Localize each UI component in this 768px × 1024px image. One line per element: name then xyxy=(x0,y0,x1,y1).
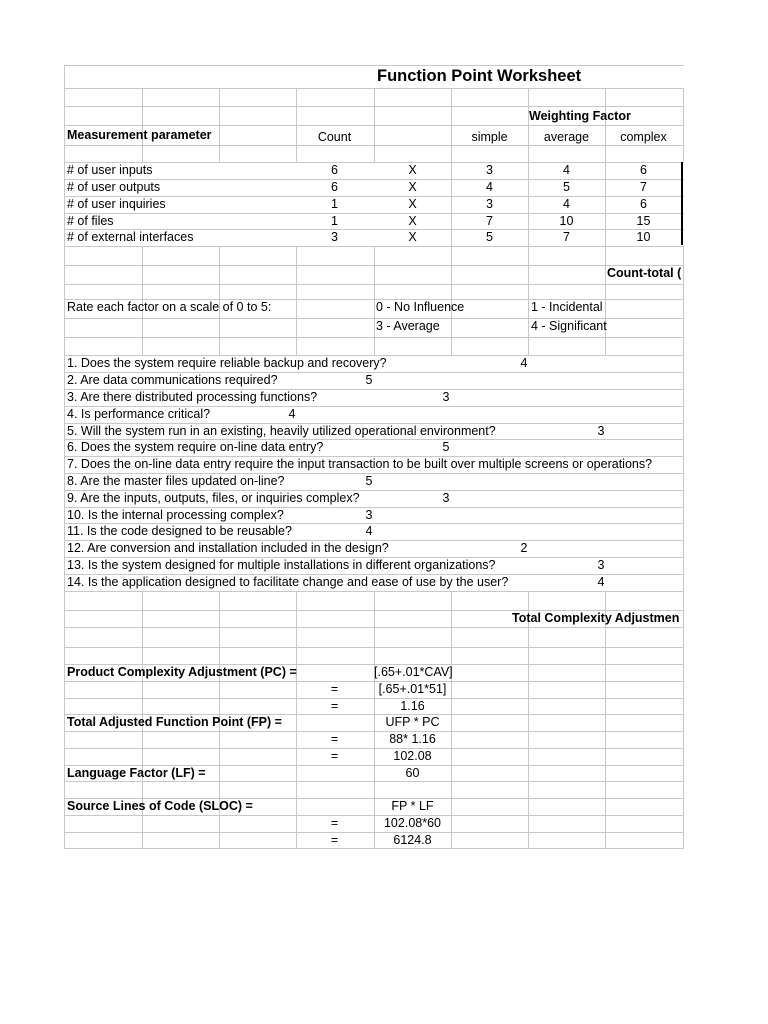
question-text: 6. Does the system require on-line data entry? xyxy=(67,440,324,454)
count-total-label: Count-total ( xyxy=(607,266,682,280)
question-text: 11. Is the code designed to be reusable? xyxy=(67,524,292,538)
simple-header: simple xyxy=(471,130,508,144)
question-text: 4. Is performance critical? xyxy=(67,407,211,421)
weight-complex: 10 xyxy=(636,230,651,244)
scale-significant: 4 - Significant xyxy=(531,319,607,333)
pc-label: Product Complexity Adjustment (PC) = xyxy=(67,665,297,679)
question-rating: 5 xyxy=(365,373,373,387)
grid-col-line xyxy=(451,682,452,849)
grid-col-line xyxy=(683,591,684,682)
pc-formula: [.65+.01*CAV] xyxy=(374,665,453,679)
question-rating: 5 xyxy=(365,474,373,488)
weight-average: 5 xyxy=(563,180,570,194)
question-text: 3. Are there distributed processing functions? xyxy=(67,390,318,404)
total-complexity-label: Total Complexity Adjustmen xyxy=(512,611,680,625)
grid-col-line xyxy=(528,246,529,355)
grid-col-line xyxy=(528,88,529,162)
fp-step: 88* 1.16 xyxy=(389,732,436,746)
question-text: 1. Does the system require reliable backup and recovery? xyxy=(67,356,387,370)
grid-row-line xyxy=(65,65,684,66)
grid-col-line xyxy=(374,88,375,162)
weight-simple: 7 xyxy=(486,214,493,228)
weight-complex: 6 xyxy=(640,163,647,177)
sloc-equals-1: = xyxy=(330,816,339,830)
sloc-formula: FP * LF xyxy=(391,799,434,813)
pc-result: 1.16 xyxy=(400,699,425,713)
measurement-name: # of files xyxy=(67,214,114,228)
weight-average: 4 xyxy=(563,163,570,177)
question-rating: 4 xyxy=(288,407,296,421)
grid-col-line xyxy=(683,88,684,162)
weight-simple: 3 xyxy=(486,197,493,211)
question-rating: 5 xyxy=(442,440,450,454)
weight-complex: 15 xyxy=(636,214,651,228)
grid-col-line xyxy=(528,591,529,682)
question-text: 13. Is the system designed for multiple installations in different organizations? xyxy=(67,558,496,572)
measurement-count: 1 xyxy=(331,197,338,211)
measurement-count: 6 xyxy=(331,163,338,177)
pc-equals-1: = xyxy=(330,682,339,696)
measurement-name: # of user inputs xyxy=(67,163,153,177)
pc-step: [.65+.01*51] xyxy=(378,682,447,696)
grid-col-line xyxy=(605,88,606,162)
weight-simple: 5 xyxy=(486,230,493,244)
scale-no-influence: 0 - No Influence xyxy=(376,300,465,314)
question-rating: 4 xyxy=(365,524,373,538)
grid-col-line xyxy=(296,246,297,355)
pc-equals-2: = xyxy=(330,699,339,713)
weight-simple: 4 xyxy=(486,180,493,194)
question-rating: 4 xyxy=(597,575,605,589)
multiply-sign: X xyxy=(408,180,417,194)
grid-col-line xyxy=(296,88,297,162)
measurement-parameter-header: Measurement parameter xyxy=(67,128,212,142)
measurement-name: # of user outputs xyxy=(67,180,161,194)
multiply-sign: X xyxy=(408,197,417,211)
grid-col-line xyxy=(219,88,220,162)
grid-col-line xyxy=(605,682,606,849)
lf-label: Language Factor (LF) = xyxy=(67,766,206,780)
scale-incidental: 1 - Incidental xyxy=(531,300,603,314)
fp-label: Total Adjusted Function Point (FP) = xyxy=(67,715,282,729)
sloc-equals-2: = xyxy=(330,833,339,847)
grid-col-line xyxy=(683,682,684,849)
grid-col-line xyxy=(683,355,684,591)
question-text: 14. Is the application designed to facilitate change and ease of use by the user? xyxy=(67,575,509,589)
weight-average: 10 xyxy=(559,214,574,228)
scale-average: 3 - Average xyxy=(376,319,440,333)
question-text: 5. Will the system run in an existing, heavily utilized operational environment? xyxy=(67,424,496,438)
question-rating: 2 xyxy=(520,541,528,555)
question-rating: 4 xyxy=(520,356,528,370)
multiply-sign: X xyxy=(408,163,417,177)
grid-col-line xyxy=(142,88,143,162)
multiply-sign: X xyxy=(408,230,417,244)
complex-header: complex xyxy=(620,130,667,144)
measurement-count: 3 xyxy=(331,230,338,244)
question-text: 12. Are conversion and installation included in the design? xyxy=(67,541,389,555)
weight-complex: 6 xyxy=(640,197,647,211)
measurement-count: 1 xyxy=(331,214,338,228)
measurement-name: # of user inquiries xyxy=(67,197,166,211)
grid-col-line xyxy=(451,88,452,162)
sloc-result: 6124.8 xyxy=(393,833,432,847)
fp-equals-2: = xyxy=(330,749,339,763)
measurement-name: # of external interfaces xyxy=(67,230,194,244)
fp-result: 102.08 xyxy=(393,749,432,763)
question-text: 2. Are data communications required? xyxy=(67,373,278,387)
count-header: Count xyxy=(317,130,352,144)
multiply-sign: X xyxy=(408,214,417,228)
question-rating: 3 xyxy=(597,558,605,572)
grid-col-line xyxy=(683,246,684,355)
question-text: 10. Is the internal processing complex? xyxy=(67,508,284,522)
question-text: 7. Does the on-line data entry require the input transaction to be built over multiple screens or operations? xyxy=(67,457,653,471)
weight-average: 7 xyxy=(563,230,570,244)
question-text: 9. Are the inputs, outputs, files, or inquiries complex? xyxy=(67,491,360,505)
worksheet-title: Function Point Worksheet xyxy=(377,67,582,85)
grid-col-line xyxy=(219,682,220,849)
grid-col-line xyxy=(374,246,375,355)
lf-value: 60 xyxy=(405,766,420,780)
grid-col-line xyxy=(528,682,529,849)
question-rating: 3 xyxy=(442,390,450,404)
weight-simple: 3 xyxy=(486,163,493,177)
grid-col-line xyxy=(605,246,606,355)
weighting-factor-label: Weighting Factor xyxy=(529,109,631,123)
sloc-label: Source Lines of Code (SLOC) = xyxy=(67,799,253,813)
question-rating: 3 xyxy=(442,491,450,505)
question-rating: 3 xyxy=(365,508,373,522)
weight-average: 4 xyxy=(563,197,570,211)
worksheet-grid xyxy=(64,65,684,849)
grid-col-line xyxy=(605,591,606,682)
weight-complex: 7 xyxy=(640,180,647,194)
rate-instruction: Rate each factor on a scale of 0 to 5: xyxy=(67,300,272,314)
measurement-count: 6 xyxy=(331,180,338,194)
fp-formula: UFP * PC xyxy=(385,715,440,729)
question-rating: 3 xyxy=(597,424,605,438)
question-text: 8. Are the master files updated on-line? xyxy=(67,474,285,488)
fp-equals-1: = xyxy=(330,732,339,746)
average-header: average xyxy=(543,130,590,144)
sloc-step: 102.08*60 xyxy=(383,816,441,830)
